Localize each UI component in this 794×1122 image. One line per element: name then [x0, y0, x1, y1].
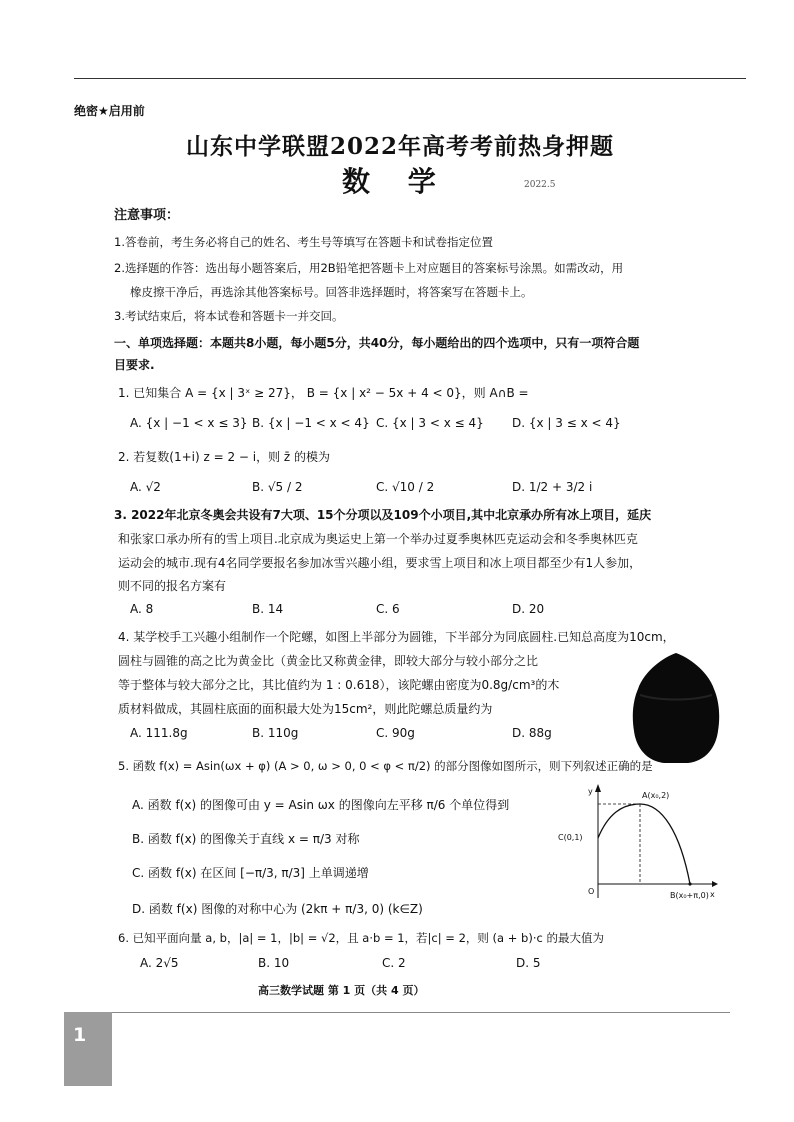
question-1-option-b: B. {x | −1 < x < 4} — [252, 416, 370, 430]
exam-subject: 数 学 — [342, 165, 450, 198]
question-3-option-a: A. 8 — [130, 602, 154, 616]
x-axis-arrow — [712, 881, 718, 887]
question-1-option-c: C. {x | 3 < x ≤ 4} — [376, 416, 484, 430]
question-5-option-c: C. 函数 f(x) 在区间 [−π/3, π/3] 上单调递增 — [132, 866, 369, 880]
point-a-label: A(x₀,2) — [642, 791, 670, 800]
question-6-option-a: A. 2√5 — [140, 956, 179, 970]
question-4-line-3: 等于整体与较大部分之比，其比值约为 1 : 0.618），该陀螺由密度为0.8g/cm³的木 — [118, 678, 560, 692]
question-5-option-b: B. 函数 f(x) 的图像关于直线 x = π/3 对称 — [132, 832, 360, 846]
note-item: 1.答卷前，考生务必将自己的姓名、考生号等填写在答题卡和试卷指定位置 — [114, 235, 493, 249]
notes-title: 注意事项： — [114, 208, 180, 223]
question-3-line-2: 和张家口承办所有的雪上项目.北京成为奥运史上第一个举办过夏季奥林匹克运动会和冬季奥林匹克 — [118, 532, 638, 546]
question-2-option-c: C. √10 / 2 — [376, 480, 435, 494]
question-1-option-a: A. {x | −1 < x ≤ 3} — [130, 416, 248, 430]
question-6-stem: 6. 已知平面向量 a, b，|a| = 1，|b| = √2，且 a·b = 1，若|c| = 2，则 (a + b)·c 的最大值为 — [118, 931, 604, 945]
point-b-label: B(x₀+π,0) — [670, 891, 709, 900]
question-6-option-b: B. 10 — [258, 956, 290, 970]
note-item: 2.选择题的作答：选出每小题答案后，用2B铅笔把答题卡上对应题目的答案标号涂黑。如需改动，用 — [114, 261, 624, 275]
question-1-option-d: D. {x | 3 ≤ x < 4} — [512, 416, 621, 430]
question-2-stem: 2. 若复数(1+i) z = 2 − i，则 z̄ 的模为 — [118, 450, 331, 464]
question-6-option-d: D. 5 — [516, 956, 541, 970]
question-5-stem: 5. 函数 f(x) = Asin(ωx + φ) (A > 0, ω > 0, 0 < φ < π/2) 的部分图像如图所示，则下列叙述正确的是 — [118, 759, 653, 773]
question-3-line-3: 运动会的城市.现有4名同学要报名参加冰雪兴趣小组，要求雪上项目和冰上项目都至少有1人参加， — [118, 556, 642, 570]
question-2-option-a: A. √2 — [130, 480, 161, 494]
section-heading: 一、单项选择题：本题共8小题，每小题5分，共40分，每小题给出的四个选项中，只有一项符合题 — [114, 336, 640, 350]
bottom-rule — [112, 1012, 730, 1013]
question-4-line-2: 圆柱与圆锥的高之比为黄金比（黄金比又称黄金律，即较大部分与较小部分之比 — [118, 654, 539, 668]
question-4-option-c: C. 90g — [376, 726, 415, 740]
spinning-top-image — [630, 649, 722, 767]
sine-graph — [558, 782, 718, 902]
question-1-stem: 1. 已知集合 A = {x | 3ˣ ≥ 27}， B = {x | x² − 5x + 4 < 0}，则 A∩B = — [118, 386, 529, 400]
question-3-option-c: C. 6 — [376, 602, 400, 616]
page-number-badge — [64, 1012, 112, 1086]
section-heading-cont: 目要求. — [114, 358, 155, 372]
question-4-option-d: D. 88g — [512, 726, 552, 740]
page-footer: 高三数学试题 第 1 页（共 4 页） — [258, 984, 425, 997]
question-3-option-b: B. 14 — [252, 602, 284, 616]
question-3-option-d: D. 20 — [512, 602, 545, 616]
question-4-option-a: A. 111.8g — [130, 726, 188, 740]
note-item: 3.考试结束后，将本试卷和答题卡一并交回。 — [114, 309, 344, 323]
sine-curve — [598, 804, 690, 884]
question-4-option-b: B. 110g — [252, 726, 299, 740]
y-axis-label: y — [588, 787, 593, 796]
exam-page — [74, 96, 734, 1006]
page-number: 1 — [73, 1024, 87, 1046]
exam-date: 2022.5 — [524, 180, 556, 190]
note-item: 橡皮擦干净后，再选涂其他答案标号。回答非选择题时，将答案写在答题卡上。 — [130, 285, 533, 299]
question-6-option-c: C. 2 — [382, 956, 406, 970]
question-4-line-1: 4. 某学校手工兴趣小组制作一个陀螺，如图上半部分为圆锥，下半部分为同底圆柱.已知总高度为10cm， — [118, 630, 675, 644]
confidential-mark: 绝密★启用前 — [74, 104, 145, 118]
exam-title: 山东中学联盟2022年高考考前热身押题 — [186, 133, 615, 160]
x-axis-label: x — [710, 890, 715, 899]
question-2-option-b: B. √5 / 2 — [252, 480, 303, 494]
question-3-line-4: 则不同的报名方案有 — [118, 579, 227, 593]
question-4-line-4: 质材料做成，其圆柱底面的面积最大处为15cm²，则此陀螺总质量约为 — [118, 702, 493, 716]
origin-label: O — [588, 887, 595, 896]
top-rule — [74, 78, 746, 79]
question-2-option-d: D. 1/2 + 3/2 i — [512, 480, 593, 494]
question-3-line-1: 3. 2022年北京冬奥会共设有7大项、15个分项以及109个小项目,其中北京承办所有冰上项目，延庆 — [114, 508, 652, 522]
point-c-label: C(0,1) — [558, 833, 583, 842]
point-b-dot — [688, 882, 691, 885]
question-5-option-a: A. 函数 f(x) 的图像可由 y = Asin ωx 的图像向左平移 π/6 个单位得到 — [132, 798, 510, 812]
y-axis-arrow — [595, 784, 601, 792]
question-5-option-d: D. 函数 f(x) 图像的对称中心为 (2kπ + π/3, 0) (k∈Z) — [132, 902, 423, 916]
